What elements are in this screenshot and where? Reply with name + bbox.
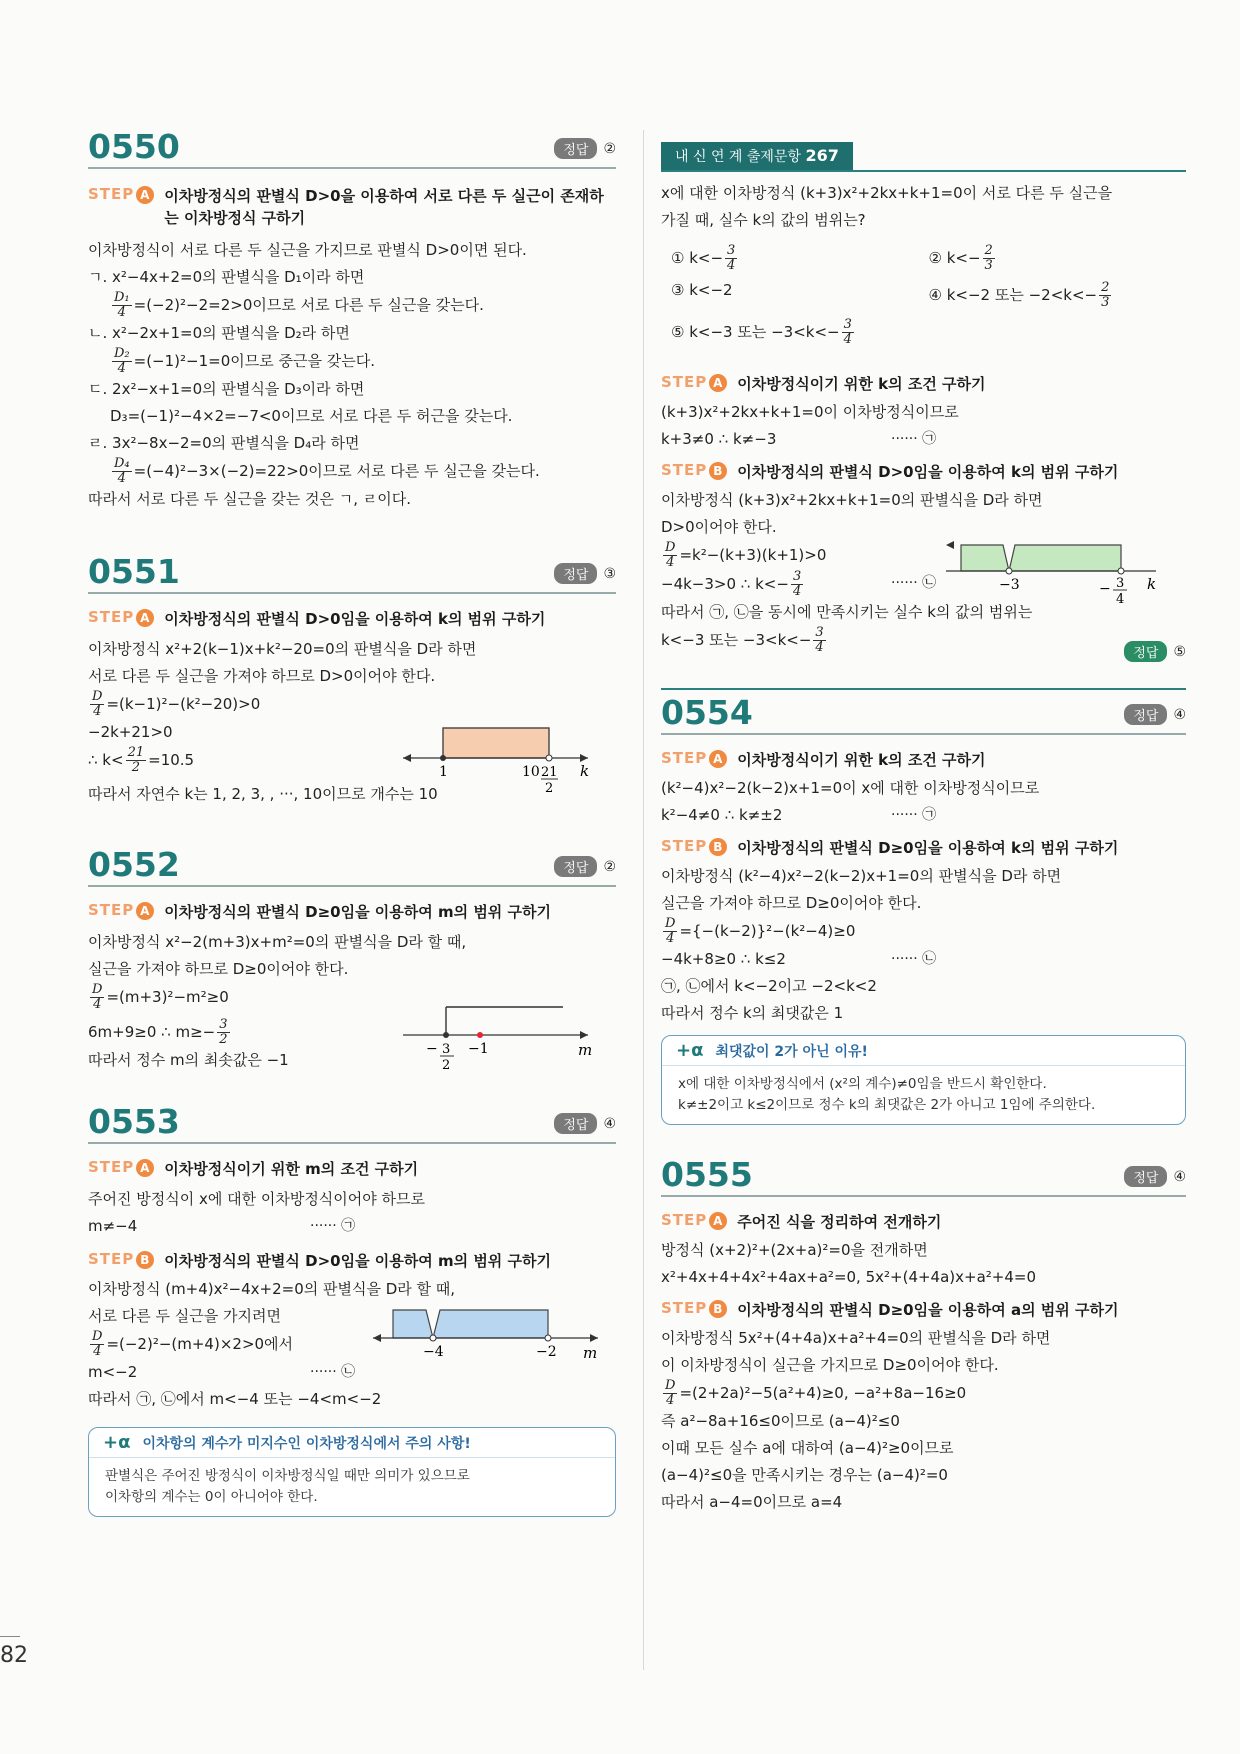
svg-text:−1: −1 [468, 1041, 489, 1057]
text-line: 따라서 ㉠, ㉡을 동시에 만족시키는 실수 k의 값의 범위는 [661, 603, 1033, 621]
text-line: D₃=(−1)²−4×2=−7<0이므로 서로 다른 두 허근을 갖는다. [110, 407, 513, 425]
number-line-diagram [368, 1300, 608, 1370]
alpha-title: 이차항의 계수가 미지수인 이차방정식에서 주의 사항! [142, 1435, 471, 1452]
text-line: ㉠, ㉡에서 k<−2이고 −2<k<2 [661, 977, 877, 995]
text-line: 따라서 정수 k의 최댓값은 1 [661, 1004, 844, 1022]
text-line: 실근을 가져야 하므로 D≥0이어야 한다. [88, 960, 349, 978]
problem-header [661, 693, 1186, 735]
text-line: $\frac{D}{4}$ =(m+3)²−m²≥0 [92, 982, 229, 1012]
number-line-diagram [941, 535, 1181, 607]
answer-badge: 정답 ④ [1124, 704, 1186, 725]
step-title: 이차방정식의 판별식 D>0임을 이용하여 m의 범위 구하기 [164, 1252, 551, 1270]
answer-tag: 정답 [554, 138, 597, 159]
step-title: 이차방정식의 판별식 D>0임을 이용하여 k의 범위 구하기 [164, 610, 546, 628]
text-line: 즉 a²−8a+16≤0이므로 (a−4)²≤0 [661, 1412, 900, 1430]
svg-text:2: 2 [442, 1058, 451, 1073]
alpha-body: x에 대한 이차방정식에서 (x²의 계수)≠0임을 반드시 확인한다. k≠±2이고 k≤2이므로 정수 k의 최댓값은 2가 아니고 1임에 주의한다. [678, 1076, 1096, 1113]
answer-badge: 정답 ③ [554, 563, 616, 584]
svg-text:m: m [578, 1041, 593, 1059]
step-a: STEP A 주어진 식을 정리하여 전개하기 [661, 1211, 942, 1231]
step-title: 이차방정식의 판별식 D>0을 이용하여 서로 다른 두 실근이 존재하는 이차방정식 구하기 [164, 187, 604, 227]
text-line: 따라서 정수 m의 최솟값은 −1 [88, 1051, 289, 1069]
question-line: 가질 때, 실수 k의 값의 범위는? [661, 211, 866, 229]
text-line: (k+3)x²+2kx+k+1=0이 이차방정식이므로 [661, 403, 959, 421]
text-line: 주어진 방정식이 x에 대한 이차방정식이어야 하므로 [88, 1190, 426, 1208]
answer-badge: 정답 ② [554, 856, 616, 877]
problem-0550 [88, 127, 616, 513]
text-line: 이차방정식 x²−2(m+3)x+m²=0의 판별식을 D라 할 때, [88, 933, 467, 951]
step-a [88, 185, 616, 229]
text-line: 따라서 서로 다른 두 실근을 갖는 것은 ㄱ, ㄹ이다. [88, 490, 411, 508]
problem-header [88, 1102, 616, 1144]
step-title: 이차방정식의 판별식 D>0임을 이용하여 k의 범위 구하기 [737, 463, 1119, 481]
svg-text:1: 1 [439, 764, 448, 780]
choice-2[interactable]: ② k<− $\frac{2}{3}$ [928, 243, 993, 273]
text-line: ∴ k< $\frac{21}{2}$ =10.5 [88, 745, 195, 775]
text-line: 이차방정식 x²+2(k−1)x+k²−20=0의 판별식을 D라 하면 [88, 640, 477, 658]
step-b: STEP B 이차방정식의 판별식 D≥0임을 이용하여 k의 범위 구하기 [661, 837, 1119, 857]
number-line-diagram [398, 718, 598, 796]
text-line: $\frac{D}{4}$ =k²−(k+3)(k+1)>0 [665, 540, 827, 570]
problem-number: 0550 [88, 127, 180, 166]
text-line: k<−3 또는 −3<k<− $\frac{3}{4}$ [661, 625, 824, 655]
text-line: 이차방정식 5x²+(4+4a)x+a²+4=0의 판별식을 D라 하면 [661, 1329, 1051, 1347]
page-number: 82 [0, 1636, 28, 1668]
step-a: STEP A 이차방정식이기 위한 k의 조건 구하기 [661, 749, 986, 769]
text-line: $\frac{D}{4}$ =(k−1)²−(k²−20)>0 [92, 689, 261, 719]
text-line: m≠−4 ······ ㉠ [88, 1217, 356, 1235]
problem-0554 [661, 693, 1186, 1125]
alpha-note-box [661, 1035, 1186, 1125]
problem-number: 0553 [88, 1102, 180, 1141]
text-line: $\frac{\text{D₂}}{4}$ =(−1)²−1=0이므로 중근을 갖는다. [114, 346, 375, 376]
text-line: 이차방정식 (k+3)x²+2kx+k+1=0의 판별식을 D라 하면 [661, 491, 1043, 509]
text-line: 이 이차방정식이 실근을 가지므로 D≥0이어야 한다. [661, 1356, 999, 1374]
text-line: 6m+9≥0 ∴ m≥− $\frac{3}{2}$ [88, 1017, 228, 1047]
text-line: 서로 다른 두 실근을 가져야 하므로 D>0이어야 한다. [88, 667, 436, 685]
step-title: 이차방정식의 판별식 D≥0임을 이용하여 m의 범위 구하기 [164, 903, 551, 921]
banner-row [661, 142, 1186, 172]
step-title: 이차방정식의 판별식 D≥0임을 이용하여 a의 범위 구하기 [737, 1301, 1119, 1319]
text-line: −2k+21>0 [88, 723, 173, 741]
svg-text:−2: −2 [536, 1344, 557, 1360]
svg-text:4: 4 [1116, 592, 1125, 607]
step-b: STEP B 이차방정식의 판별식 D>0임을 이용하여 m의 범위 구하기 [88, 1250, 551, 1270]
step-title: 이차방정식이기 위한 k의 조건 구하기 [737, 751, 986, 769]
answer-badge [554, 138, 616, 159]
text-line: 이때 모든 실수 a에 대하여 (a−4)²≥0이므로 [661, 1439, 954, 1457]
text-line: ㄴ. x²−2x+1=0의 판별식을 D₂라 하면 [88, 324, 350, 342]
text-line: k²−4≠0 ∴ k≠±2 ······ ㉠ [661, 806, 937, 824]
column-divider [643, 130, 644, 1670]
step-a: STEP A 이차방정식이기 위한 k의 조건 구하기 [661, 373, 986, 393]
text-line: 서로 다른 두 실근을 가지려면 [88, 1307, 281, 1325]
text-line: $\frac{\text{D₄}}{4}$ =(−4)²−3×(−2)=22>0이므로 서로 다른 두 실근을 갖는다. [114, 456, 540, 486]
alpha-note-box [88, 1427, 616, 1517]
text-line: 실근을 가져야 하므로 D≥0이어야 한다. [661, 894, 922, 912]
problem-number: 0551 [88, 552, 180, 591]
text-line: $\frac{\text{D₁}}{4}$ =(−2)²−2=2>0이므로 서로 다른 두 실근을 갖는다. [114, 290, 484, 320]
svg-text:m: m [583, 1344, 598, 1362]
step-a: STEP A 이차방정식의 판별식 D≥0임을 이용하여 m의 범위 구하기 [88, 901, 551, 921]
text-line: m<−2 ······ ㉡ [88, 1363, 356, 1381]
text-line: −4k−3>0 ∴ k<− $\frac{3}{4}$ ······ ㉡ [661, 569, 937, 599]
text-line: ㄷ. 2x²−x+1=0의 판별식을 D₃이라 하면 [88, 380, 365, 398]
step-label: STEP A [88, 185, 154, 204]
alpha-header: +α 최댓값이 2가 아닌 이유! [662, 1036, 1185, 1066]
text-line: ㄱ. x²−4x+2=0의 판별식을 D₁이라 하면 [88, 268, 365, 286]
svg-text:−: − [426, 1041, 438, 1057]
exam-banner: 내 신 연 계 출제문항 267 [661, 142, 853, 170]
step-b: STEP B 이차방정식의 판별식 D≥0임을 이용하여 a의 범위 구하기 [661, 1299, 1119, 1319]
text-line: 따라서 자연수 k는 1, 2, 3, , ···, 10이므로 개수는 10 [88, 785, 438, 803]
number-line-diagram [398, 997, 598, 1077]
alpha-body: 판별식은 주어진 방정식이 이차방정식일 때만 의미가 있으므로 이차항의 계수는 0이 아니어야 한다. [105, 1468, 470, 1505]
text-line: k+3≠0 ∴ k≠−3 ······ ㉠ [661, 430, 937, 448]
text-line: (k²−4)x²−2(k−2)x+1=0이 x에 대한 이차방정식이므로 [661, 779, 1040, 797]
text-line: 따라서 ㉠, ㉡에서 m<−4 또는 −4<m<−2 [88, 1390, 382, 1408]
step-title: 이차방정식이기 위한 m의 조건 구하기 [164, 1160, 419, 1178]
text-line: 이차방정식이 서로 다른 두 실근을 가지므로 판별식 D>0이면 된다. [88, 241, 527, 259]
svg-text:−3: −3 [999, 577, 1020, 593]
text-line: (a−4)²≤0을 만족시키는 경우는 (a−4)²=0 [661, 1466, 948, 1484]
choice-5[interactable]: ⑤ k<−3 또는 −3<k<− $\frac{3}{4}$ [671, 317, 852, 347]
text-line: 이차방정식 (m+4)x²−4x+2=0의 판별식을 D라 할 때, [88, 1280, 456, 1298]
svg-text:21: 21 [541, 765, 558, 780]
answer-value: ② [603, 140, 616, 157]
question-line: x에 대한 이차방정식 (k+3)x²+2kx+k+1=0이 서로 다른 두 실근을 [661, 184, 1113, 202]
problem-header [88, 127, 616, 169]
step-b: STEP B 이차방정식의 판별식 D>0임을 이용하여 k의 범위 구하기 [661, 461, 1119, 481]
problem-header [88, 552, 616, 594]
problem-0555 [661, 1155, 1186, 1516]
problem-267 [661, 142, 1186, 690]
text-line: $\frac{D}{4}$ =(2+2a)²−5(a²+4)≥0, −a²+8a−16≥0 [665, 1378, 967, 1408]
problem-0552 [88, 845, 616, 1074]
answer-badge: 정답 ④ [554, 1113, 616, 1134]
problem-0551 [88, 552, 616, 808]
text-line: ㄹ. 3x²−8x−2=0의 판별식을 D₄라 하면 [88, 434, 360, 452]
text-line: $\frac{D}{4}$ =(−2)²−(m+4)×2>0에서 [92, 1329, 294, 1359]
step-a: STEP A 이차방정식이기 위한 m의 조건 구하기 [88, 1158, 419, 1178]
choice-1[interactable]: ① k<− $\frac{3}{4}$ [671, 243, 736, 273]
problem-header [661, 1155, 1186, 1197]
svg-text:−4: −4 [423, 1344, 444, 1360]
alpha-title: 최댓값이 2가 아닌 이유! [715, 1043, 868, 1060]
text-line: −4k+8≥0 ∴ k≤2 ······ ㉡ [661, 950, 937, 968]
choice-4[interactable]: ④ k<−2 또는 −2<k<− $\frac{2}{3}$ [928, 280, 1110, 310]
svg-text:k: k [580, 762, 590, 780]
text-line: x²+4x+4+4x²+4ax+a²=0, 5x²+(4+4a)x+a²+4=0 [661, 1268, 1037, 1286]
step-a: STEP A 이차방정식의 판별식 D>0임을 이용하여 k의 범위 구하기 [88, 608, 546, 628]
problem-number: 0552 [88, 845, 180, 884]
step-title: 이차방정식이기 위한 k의 조건 구하기 [737, 375, 986, 393]
choices [661, 244, 1186, 347]
text-line: 따라서 a−4=0이므로 a=4 [661, 1493, 843, 1511]
step-title: 주어진 식을 정리하여 전개하기 [737, 1213, 942, 1231]
svg-text:2: 2 [545, 781, 554, 796]
alpha-header: +α 이차항의 계수가 미지수인 이차방정식에서 주의 사항! [89, 1428, 615, 1458]
text-line: 이차방정식 (k²−4)x²−2(k−2)x+1=0의 판별식을 D라 하면 [661, 867, 1062, 885]
problem-0553 [88, 1102, 616, 1517]
svg-text:−: − [1099, 581, 1111, 597]
svg-text:10: 10 [522, 764, 540, 780]
text-line: D>0이어야 한다. [661, 518, 777, 536]
answer-badge: 정답 ④ [1124, 1166, 1186, 1187]
text-line: $\frac{D}{4}$ ={−(k−2)}²−(k²−4)≥0 [665, 916, 856, 946]
choice-3[interactable]: ③ k<−2 [671, 281, 733, 299]
svg-text:3: 3 [1116, 576, 1125, 591]
svg-text:3: 3 [442, 1042, 451, 1057]
problem-header [88, 845, 616, 887]
text-line: 방정식 (x+2)²+(2x+a)²=0을 전개하면 [661, 1241, 928, 1259]
step-title: 이차방정식의 판별식 D≥0임을 이용하여 k의 범위 구하기 [737, 839, 1119, 857]
problem-number: 0554 [661, 693, 753, 732]
problem-number: 0555 [661, 1155, 753, 1194]
svg-text:k: k [1147, 575, 1157, 593]
answer-badge: 정답 ⑤ [1124, 641, 1186, 662]
